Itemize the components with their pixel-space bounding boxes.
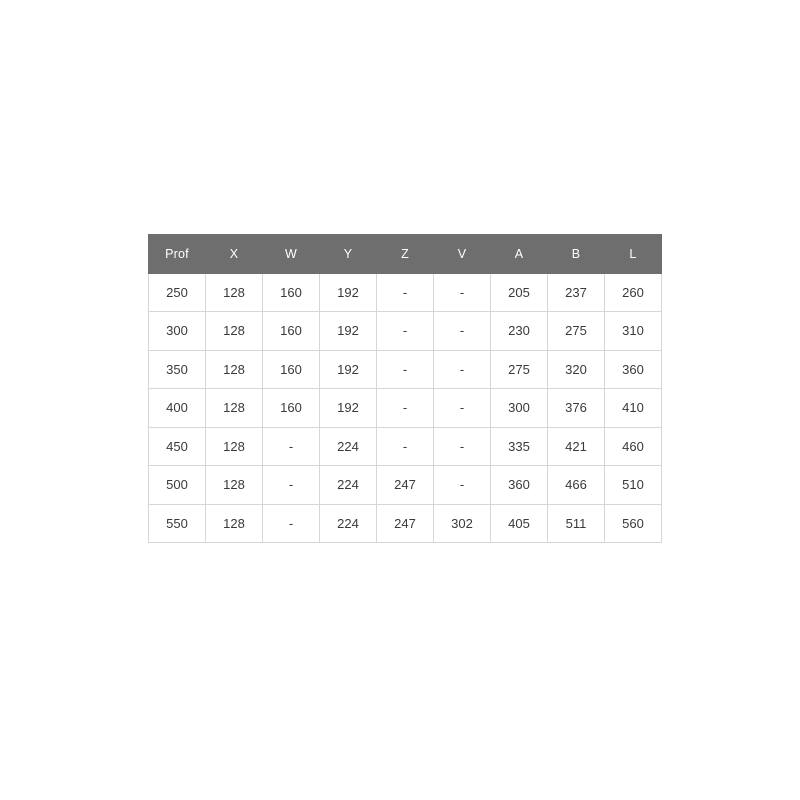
table-cell: 560 (605, 504, 662, 543)
table-row (149, 312, 662, 351)
table-cell: - (434, 350, 491, 389)
table-cell: - (434, 389, 491, 428)
table-row (149, 504, 662, 543)
table-cell: 510 (605, 466, 662, 505)
table-cell: 275 (548, 312, 605, 351)
table-cell: 192 (320, 312, 377, 351)
table-cell: 247 (377, 504, 434, 543)
table-row (149, 273, 662, 312)
table-cell: 160 (263, 312, 320, 351)
column-header-x: X (206, 235, 263, 274)
table-cell: 250 (149, 273, 206, 312)
table-cell: 550 (149, 504, 206, 543)
table-cell: - (434, 466, 491, 505)
table-cell: 350 (149, 350, 206, 389)
table-cell: 128 (206, 350, 263, 389)
table-cell: 247 (377, 466, 434, 505)
table-cell: 450 (149, 427, 206, 466)
table-cell: 128 (206, 504, 263, 543)
table-cell: 205 (491, 273, 548, 312)
table-cell: 224 (320, 504, 377, 543)
table-header-row (149, 235, 662, 274)
table-cell: 300 (491, 389, 548, 428)
table-cell: 192 (320, 350, 377, 389)
table-cell: - (377, 427, 434, 466)
column-header-prof: Prof (149, 235, 206, 274)
column-header-y: Y (320, 235, 377, 274)
table-cell: 160 (263, 350, 320, 389)
table-cell: - (377, 312, 434, 351)
column-header-l: L (605, 235, 662, 274)
table-cell: 310 (605, 312, 662, 351)
table-cell: 466 (548, 466, 605, 505)
table-cell: - (263, 427, 320, 466)
table-cell: 230 (491, 312, 548, 351)
table-cell: 128 (206, 466, 263, 505)
column-header-z: Z (377, 235, 434, 274)
table-cell: 128 (206, 427, 263, 466)
table-cell: 376 (548, 389, 605, 428)
table-cell: 360 (491, 466, 548, 505)
column-header-a: A (491, 235, 548, 274)
table-row (149, 389, 662, 428)
table-cell: - (263, 466, 320, 505)
table-cell: - (434, 312, 491, 351)
table-cell: 421 (548, 427, 605, 466)
table-row (149, 466, 662, 505)
table-cell: 260 (605, 273, 662, 312)
table-cell: 360 (605, 350, 662, 389)
table-cell: 320 (548, 350, 605, 389)
table-cell: 335 (491, 427, 548, 466)
table-cell: 302 (434, 504, 491, 543)
table-cell: 460 (605, 427, 662, 466)
table-cell: 128 (206, 389, 263, 428)
table-cell: 237 (548, 273, 605, 312)
table-cell: 224 (320, 466, 377, 505)
table-header (149, 235, 662, 274)
table-cell: 405 (491, 504, 548, 543)
table-cell: - (377, 273, 434, 312)
table-cell: - (377, 350, 434, 389)
specification-table (148, 234, 662, 543)
table-cell: 128 (206, 273, 263, 312)
table-row (149, 427, 662, 466)
table-cell: 410 (605, 389, 662, 428)
column-header-v: V (434, 235, 491, 274)
table-cell: 275 (491, 350, 548, 389)
table-cell: - (434, 273, 491, 312)
column-header-b: B (548, 235, 605, 274)
table-cell: 500 (149, 466, 206, 505)
table-cell: 192 (320, 273, 377, 312)
column-header-w: W (263, 235, 320, 274)
table-row (149, 350, 662, 389)
table-cell: - (377, 389, 434, 428)
table-cell: 128 (206, 312, 263, 351)
specification-table-container (148, 234, 662, 543)
table-cell: 160 (263, 389, 320, 428)
table-cell: 511 (548, 504, 605, 543)
table-cell: 300 (149, 312, 206, 351)
table-body (149, 273, 662, 543)
table-cell: 224 (320, 427, 377, 466)
table-cell: 192 (320, 389, 377, 428)
table-cell: - (434, 427, 491, 466)
table-cell: - (263, 504, 320, 543)
table-cell: 400 (149, 389, 206, 428)
table-cell: 160 (263, 273, 320, 312)
